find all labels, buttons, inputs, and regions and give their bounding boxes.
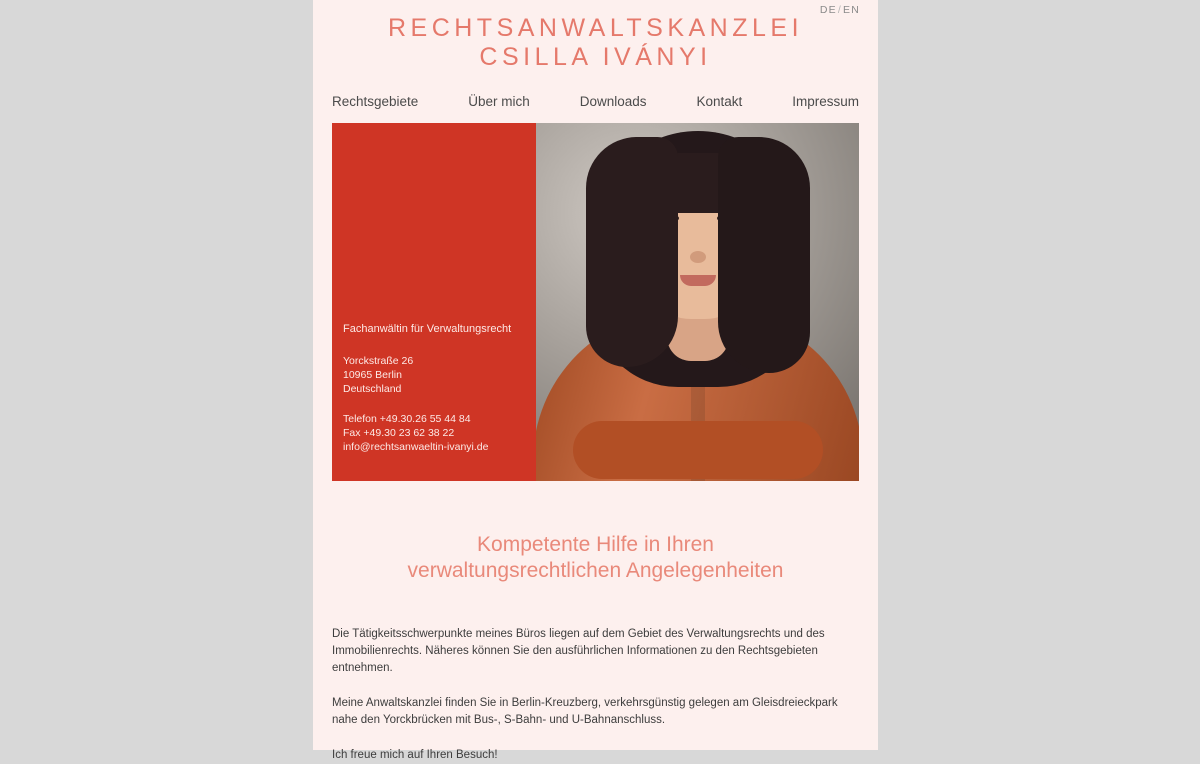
language-option-en[interactable]: EN — [843, 4, 860, 16]
photo-hair-left — [586, 137, 678, 367]
nav-item-rechtsgebiete[interactable]: Rechtsgebiete — [332, 94, 419, 109]
main-navigation[interactable] — [313, 72, 878, 109]
contact-fax: Fax +49.30 23 62 38 22 — [343, 427, 455, 439]
portrait-photo — [536, 123, 859, 481]
address-street: Yorckstraße 26 — [343, 355, 414, 367]
contact-email[interactable]: info@rechtsanwaeltin-ivanyi.de — [343, 441, 489, 453]
nav-item-ueber-mich[interactable]: Über mich — [468, 94, 530, 109]
contact-block — [343, 412, 511, 454]
contact-panel — [332, 123, 536, 481]
photo-crossed-arms — [573, 421, 823, 479]
photo-hair-right — [718, 137, 810, 373]
intro-paragraph-3: Ich freue mich auf Ihren Besuch! — [332, 749, 498, 762]
specialization-text: Fachanwältin für Verwaltungsrecht — [343, 323, 512, 335]
photo-nose — [690, 251, 706, 263]
page-headline: Kompetente Hilfe in Ihren verwaltungsrechtlichen Angelegenheiten — [407, 533, 784, 583]
contact-panel-content — [343, 322, 511, 470]
address-block — [343, 354, 511, 396]
photo-mouth — [680, 275, 716, 286]
address-country: Deutschland — [343, 383, 402, 395]
intro-text — [313, 598, 878, 764]
contact-phone: Telefon +49.30.26 55 44 84 — [343, 413, 471, 425]
site-title — [313, 0, 878, 72]
language-switcher[interactable] — [820, 4, 860, 16]
intro-paragraph-1: Die Tätigkeitsschwerpunkte meines Büros liegen auf dem Gebiet des Verwaltungsrechts und des Immobilienrechts. Näheres können Sie den ausführlichen Informationen zu den Rechtsgebieten entnehmen. — [332, 628, 825, 675]
hero-section — [332, 123, 859, 481]
site-title-line1: RECHTSANWALTSKANZLEI — [387, 14, 804, 42]
site-title-line2: CSILLA IVÁNYI — [479, 43, 712, 71]
website-page — [313, 0, 878, 762]
nav-item-kontakt[interactable]: Kontakt — [696, 94, 743, 109]
language-option-de[interactable]: DE — [819, 4, 837, 16]
nav-item-impressum[interactable]: Impressum — [792, 94, 859, 109]
intro-paragraph-2: Meine Anwaltskanzlei finden Sie in Berlin-Kreuzberg, verkehrsgünstig gelegen am Gleisdreieckpark nahe den Yorckbrücken mit Bus-, S-Bahn- und U-Bahnanschluss. — [332, 697, 838, 727]
address-city: 10965 Berlin — [343, 369, 402, 381]
language-separator: / — [837, 4, 842, 16]
nav-item-downloads[interactable]: Downloads — [579, 94, 647, 109]
